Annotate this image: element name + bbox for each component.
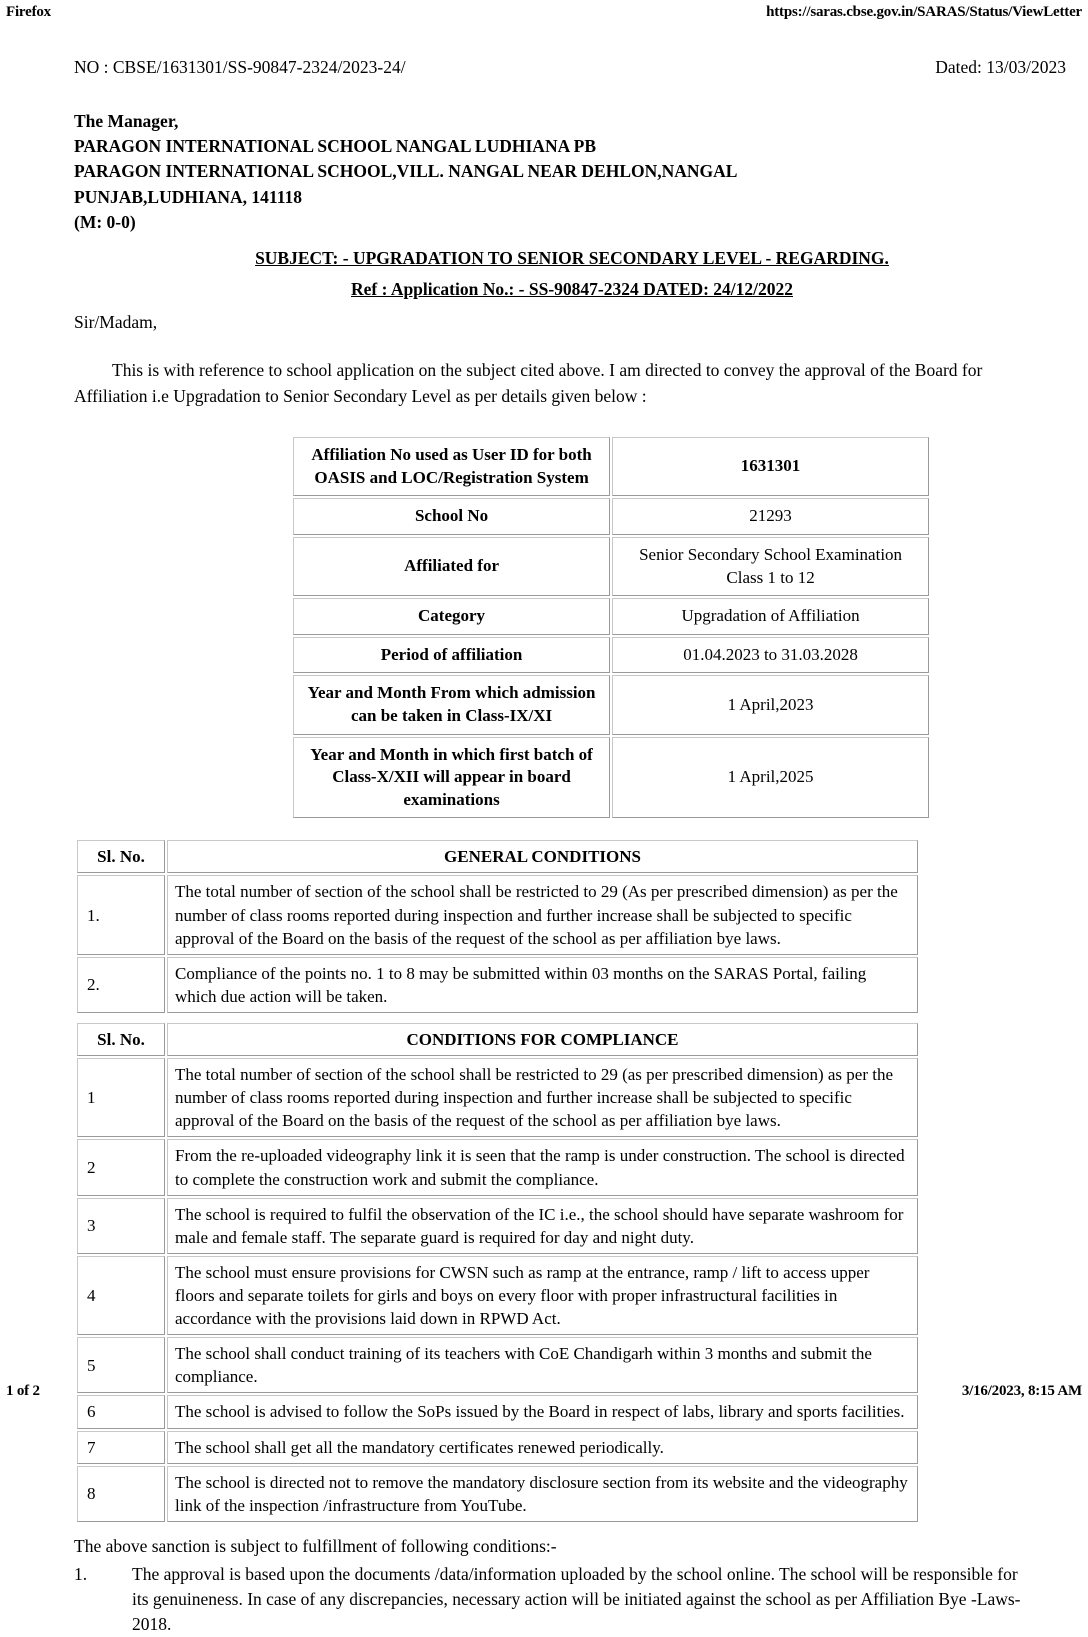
- condition-sl-no: 1: [77, 1058, 165, 1137]
- detail-key: Category: [293, 598, 610, 635]
- condition-text: The school shall conduct training of its teachers with CoE Chandigarh within 3 months and submit the compliance.: [167, 1337, 918, 1393]
- column-header-conditions-for-compliance: CONDITIONS FOR COMPLIANCE: [167, 1023, 918, 1056]
- condition-sl-no: 4: [77, 1256, 165, 1335]
- compliance-conditions-table: [75, 1021, 920, 1524]
- table-row: [293, 598, 929, 635]
- addressee-line-4: PUNJAB,LUDHIANA, 141118: [74, 186, 303, 207]
- print-footer: [0, 1378, 1088, 1400]
- addressee-line-1: The Manager,: [74, 111, 179, 132]
- addressee-line-3: PARAGON INTERNATIONAL SCHOOL,VILL. NANGAL NEAR DEHLON,NANGAL: [74, 161, 738, 182]
- intro-paragraph: This is with reference to school application on the subject cited above. I am directed to convey the approval of the Board for Affiliation i.e Upgradation to Senior Secondary Level as per details given below :: [74, 360, 983, 406]
- detail-key: Affiliated for: [293, 537, 610, 596]
- letter-date: Dated: 13/03/2023: [935, 57, 1066, 77]
- print-timestamp: 3/16/2023, 8:15 AM: [961, 1383, 1082, 1399]
- condition-text: The school must ensure provisions for CWSN such as ramp at the entrance, ramp / lift to access upper floors and separate toilets for girls and boys on every floor with proper infrastructural facilities in accordance with the provisions laid down in RPWD Act.: [167, 1256, 918, 1335]
- reference-number: NO : CBSE/1631301/SS-90847-2324/2023-24/: [74, 57, 406, 77]
- table-row: [77, 1431, 918, 1464]
- reference-application-heading: Ref : Application No.: - SS-90847-2324 DATED: 24/12/2022: [350, 279, 794, 300]
- affiliation-details-table: [291, 435, 931, 820]
- subject-block: [74, 247, 1070, 301]
- detail-value: 1631301: [612, 437, 929, 496]
- table-row: [77, 875, 918, 954]
- detail-value: 01.04.2023 to 31.03.2028: [612, 637, 929, 674]
- condition-sl-no: 3: [77, 1198, 165, 1254]
- detail-value: Upgradation of Affiliation: [612, 598, 929, 635]
- list-item: [74, 1562, 1026, 1637]
- condition-text: The total number of section of the school shall be restricted to 29 (As per prescribed dimension) as per the number of class rooms reported during inspection and further increase shall be subjected to specific approval of the Board on the basis of the request of the school as per affiliation bye laws.: [167, 875, 918, 954]
- condition-text: The school shall get all the mandatory certificates renewed periodically.: [167, 1431, 918, 1464]
- table-row: [293, 637, 929, 674]
- detail-key: School No: [293, 498, 610, 535]
- condition-sl-no: 7: [77, 1431, 165, 1464]
- detail-value: Senior Secondary School Examination Class 1 to 12: [612, 537, 929, 596]
- list-item-number: 1.: [74, 1564, 88, 1585]
- table-row: [77, 1256, 918, 1335]
- print-header: [0, 4, 1088, 28]
- page-indicator: 1 of 2: [6, 1383, 40, 1399]
- addressee-line-2: PARAGON INTERNATIONAL SCHOOL NANGAL LUDHIANA PB: [74, 136, 596, 157]
- table-row: [77, 1198, 918, 1254]
- subject-heading: SUBJECT: - UPGRADATION TO SENIOR SECONDARY LEVEL - REGARDING.: [255, 248, 889, 269]
- condition-sl-no: 1.: [77, 875, 165, 954]
- table-row: [77, 1466, 918, 1522]
- column-header-sl-no: Sl. No.: [77, 1023, 165, 1056]
- table-row: [293, 437, 929, 496]
- detail-value: 21293: [612, 498, 929, 535]
- condition-sl-no: 6: [77, 1395, 165, 1428]
- condition-text: From the re-uploaded videography link it is seen that the ramp is under construction. The school is directed to complete the construction work and submit the compliance.: [167, 1139, 918, 1195]
- closing-lead-text: The above sanction is subject to fulfillment of following conditions:-: [74, 1535, 557, 1556]
- closing-block: [74, 1534, 1070, 1637]
- table-row: [293, 675, 929, 734]
- condition-text: The school is directed not to remove the mandatory disclosure section from its website and the videography link of the inspection /infrastructure from YouTube.: [167, 1466, 918, 1522]
- detail-key: Year and Month in which first batch of Class-X/XII will appear in board examinations: [293, 737, 610, 819]
- general-conditions-table: [75, 838, 920, 1015]
- table-row: [77, 1139, 918, 1195]
- condition-text: The total number of section of the school shall be restricted to 29 (as per prescribed dimension) as per the number of class rooms reported during inspection and further increase shall be subjected to specific approval of the Board on the basis of the request of the school as per affiliation bye laws.: [167, 1058, 918, 1137]
- reference-line: [74, 56, 1070, 79]
- column-header-sl-no: Sl. No.: [77, 840, 165, 873]
- detail-key: Affiliation No used as User ID for both OASIS and LOC/Registration System: [293, 437, 610, 496]
- salutation: Sir/Madam,: [74, 312, 158, 333]
- detail-value: 1 April,2023: [612, 675, 929, 734]
- detail-key: Year and Month From which admission can be taken in Class-IX/XI: [293, 675, 610, 734]
- details-table-wrapper: [74, 435, 1070, 838]
- condition-sl-no: 2: [77, 1139, 165, 1195]
- detail-value: 1 April,2025: [612, 737, 929, 819]
- condition-text: The school is required to fulfil the observation of the IC i.e., the school should have separate washroom for male and female staff. The separate guard is required for day and night duty.: [167, 1198, 918, 1254]
- table-row: [77, 1058, 918, 1137]
- condition-text: Compliance of the points no. 1 to 8 may be submitted within 03 months on the SARAS Portal, failing which due action will be taken.: [167, 957, 918, 1013]
- table-header-row: [77, 840, 918, 873]
- table-row: [77, 957, 918, 1013]
- table-header-row: [77, 1023, 918, 1056]
- table-row: [293, 537, 929, 596]
- table-row: [77, 1395, 918, 1428]
- condition-text: The school is advised to follow the SoPs issued by the Board in respect of labs, library and sports facilities.: [167, 1395, 918, 1428]
- list-item-text: The approval is based upon the documents /data/information uploaded by the school online. The school will be responsible for its genuineness. In case of any discrepancies, necessary action will be initiated against the school as per Affiliation Bye -Laws-2018.: [132, 1564, 1021, 1635]
- browser-app-name: Firefox: [6, 4, 51, 20]
- addressee-mobile: (M: 0-0): [74, 211, 136, 232]
- closing-conditions-list: [74, 1562, 1070, 1637]
- condition-sl-no: 8: [77, 1466, 165, 1522]
- column-header-general-conditions: GENERAL CONDITIONS: [167, 840, 918, 873]
- table-row: [293, 737, 929, 819]
- condition-sl-no: 5: [77, 1337, 165, 1393]
- page-url: https://saras.cbse.gov.in/SARAS/Status/ViewLetter: [766, 4, 1082, 20]
- table-row: [293, 498, 929, 535]
- detail-key: Period of affiliation: [293, 637, 610, 674]
- addressee-block: [74, 109, 1070, 235]
- condition-sl-no: 2.: [77, 957, 165, 1013]
